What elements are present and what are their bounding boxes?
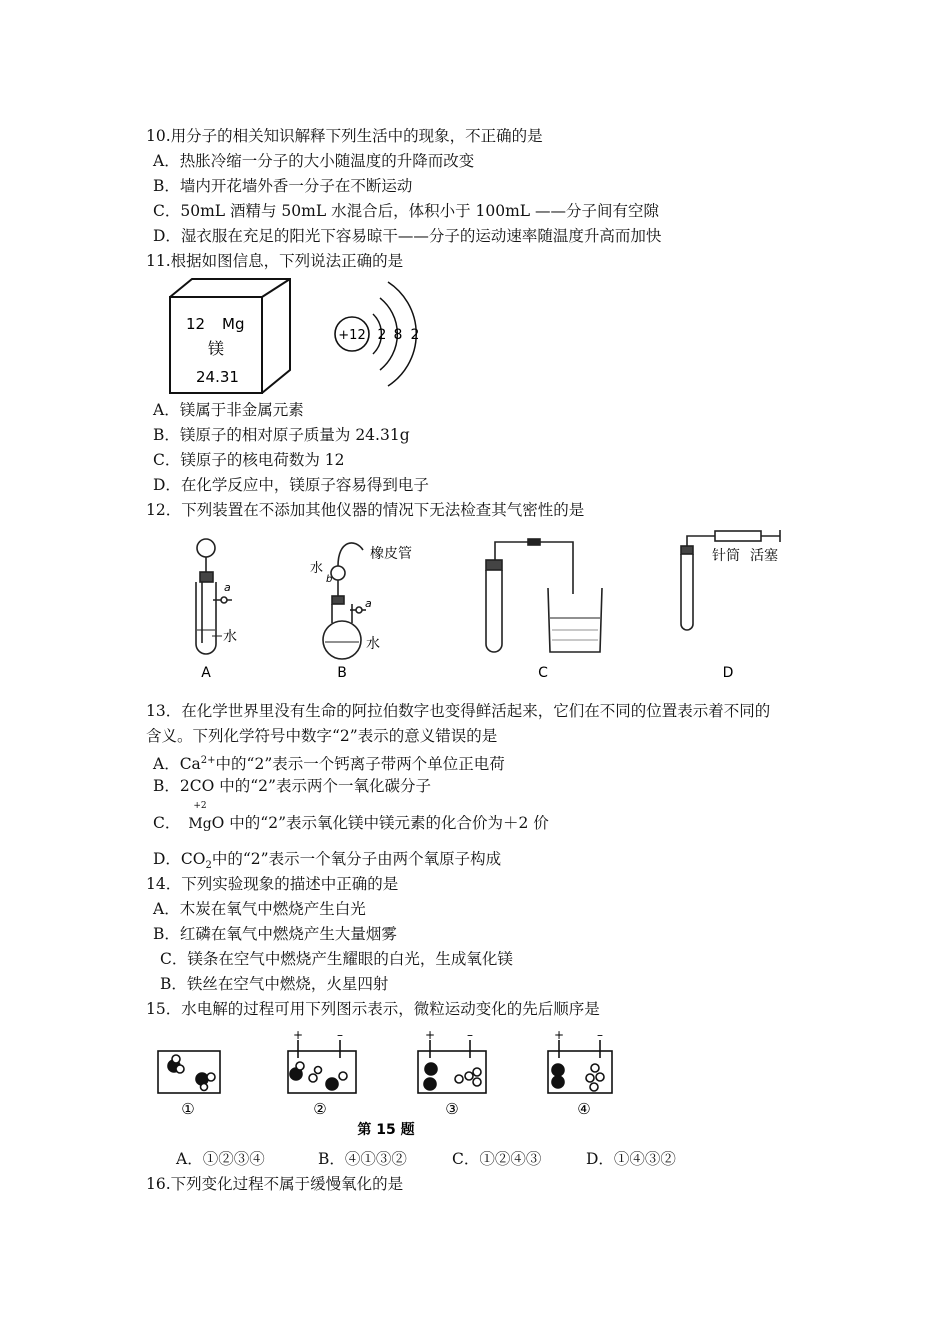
q13-c-element: Mg [188,816,212,832]
q10-stem: 10.用分子的相关知识解释下列生活中的现象，不正确的是 [146,127,543,145]
panel-3 [418,1040,486,1093]
panel-1 [158,1051,220,1093]
q15-option-d: D．①④③② [586,1150,676,1168]
q11-option-d: D．在化学反应中，镁原子容易得到电子 [153,476,429,494]
panel-2-plus: + [292,1028,304,1042]
label-letter-c: C [538,665,548,681]
q13-c-valence-symbol [188,801,212,835]
label-b-water: 水 [366,636,380,652]
q14-option-c: C．镁条在空气中燃烧产生耀眼的白光，生成氧化镁 [160,950,513,968]
q13-c-valence: +2 [193,801,207,811]
apparatus-c [486,539,602,652]
label-a-valve: a [224,581,231,594]
q13-a-charge: 2+ [200,755,216,766]
label-b-a: a [365,597,372,610]
q10-option-c: C．50mL 酒精与 50mL 水混合后，体积小于 100mL ——分子间有空隙 [153,202,659,220]
label-syringe: 针筒 [712,548,740,564]
shell-2-count: 8 [393,327,403,343]
nucleus-charge: +12 [338,328,366,343]
q14-option-a: A．木炭在氧气中燃烧产生白光 [153,900,366,918]
element-symbol: Mg [222,315,245,333]
element-mass: 24.31 [196,368,239,386]
q10-option-a: A．热胀冷缩一分子的大小随温度的升降而改变 [153,152,475,170]
q15-stem: 15．水电解的过程可用下列图示表示，微粒运动变化的先后顺序是 [146,1000,600,1018]
element-name: 镁 [208,339,225,358]
q13-stem-line2: 含义。下列化学符号中数字“2”表示的意义错误的是 [146,727,498,745]
apparatus-figure [180,528,790,684]
label-plunger: 活塞 [750,548,778,564]
panel-3-minus: – [467,1028,473,1042]
panel-3-label: ③ [445,1100,459,1118]
q11-option-c: C．镁原子的核电荷数为 12 [153,451,345,469]
q13-c-text: O 中的“2”表示氧化镁中镁元素的化合价为＋2 价 [211,814,549,832]
apparatus-b [323,543,366,659]
panel-1-label: ① [181,1100,195,1118]
apparatus-d [681,530,780,630]
q13-d-prefix: D．CO [153,850,206,868]
q11-option-b: B．镁原子的相对原子质量为 24.31g [153,426,410,444]
q14-option-b: B．红磷在氧气中燃烧产生大量烟雾 [153,925,397,943]
panel-2-minus: – [337,1028,343,1042]
panel-4-label: ④ [577,1100,591,1118]
q10-option-b: B．墙内开花墙外香一分子在不断运动 [153,177,413,195]
panel-3-plus: + [424,1028,436,1042]
q15-option-a: A．①②③④ [176,1150,265,1168]
label-letter-b: B [337,665,347,681]
q10-option-d: D．湿衣服在充足的阳光下容易晾干——分子的运动速率随温度升高而加快 [153,227,662,245]
label-b-water-top: 水 [310,561,324,576]
q13-option-b: B．2CO 中的“2”表示两个一氧化碳分子 [153,777,431,795]
panel-4-minus: – [597,1028,603,1042]
panel-2 [288,1040,356,1093]
q11-stem: 11.根据如图信息，下列说法正确的是 [146,252,404,270]
label-letter-a: A [201,665,211,681]
shell-3-count: 2 [410,327,420,343]
label-b-valve: b [326,574,333,585]
q13-d-text: 中的“2”表示一个氧分子由两个氧原子构成 [211,850,502,868]
atom-structure-figure [332,278,428,390]
panel-4 [548,1040,612,1093]
label-a-water: 水 [223,629,237,645]
q15-caption: 第 15 题 [357,1122,415,1138]
q16-stem: 16.下列变化过程不属于缓慢氧化的是 [146,1175,404,1193]
q13-a-prefix: A．Ca [153,755,201,774]
q15-option-b: B．④①③② [318,1150,407,1168]
q13-a-text: 中的“2”表示一个钙离子带两个单位正电荷 [215,755,505,774]
shell-1-count: 2 [377,327,387,343]
q13-option-a [153,750,505,775]
q12-stem: 12．下列装置在不添加其他仪器的情况下无法检查其气密性的是 [146,501,585,519]
label-rubber-tube: 橡皮管 [370,546,412,562]
q13-stem-line1: 13．在化学世界里没有生命的阿拉伯数字也变得鲜活起来，它们在不同的位置表示着不同的 [146,702,771,720]
q13-c-prefix: C． [153,814,181,832]
label-letter-d: D [722,665,734,681]
q14-option-d: B．铁丝在空气中燃烧，火星四射 [160,975,389,993]
element-number: 12 [186,315,206,333]
q11-option-a: A．镁属于非金属元素 [153,401,304,419]
q13-d-subscript: 2 [205,860,212,872]
element-card-figure [166,276,301,398]
panel-4-plus: + [553,1028,565,1042]
panel-2-label: ② [313,1100,327,1118]
q15-option-c: C．①②④③ [452,1150,542,1168]
q13-option-c [153,801,549,835]
electrolysis-figure [150,1026,620,1138]
q14-stem: 14．下列实验现象的描述中正确的是 [146,875,399,893]
